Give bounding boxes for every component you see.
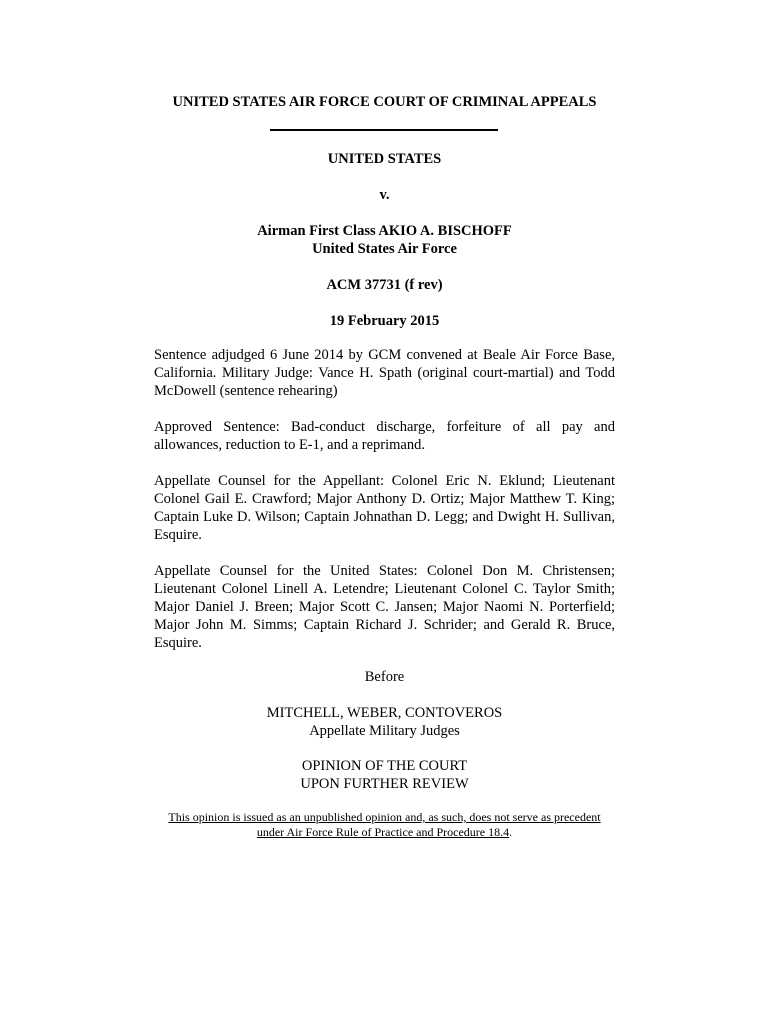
notice-period: . bbox=[509, 825, 513, 839]
unpublished-notice-line1 bbox=[154, 810, 615, 825]
versus: v. bbox=[379, 187, 390, 203]
panel-judges-title: Appellate Military Judges bbox=[309, 723, 460, 739]
court-title: UNITED STATES AIR FORCE COURT OF CRIMINAL APPEALS bbox=[172, 94, 597, 110]
notice-text-1: This opinion is issued as an unpublished opinion and, as such, does not serve as precedent bbox=[168, 810, 601, 824]
panel-judges: MITCHELL, WEBER, CONTOVEROS bbox=[266, 705, 503, 721]
appellant-counsel-paragraph: Appellate Counsel for the Appellant: Colonel Eric N. Eklund; Lieutenant Colonel Gail E. Crawford; Major Anthony D. Ortiz; Major Matthew T. King; Captain Luke D. Wilson; Captain Johnathan D. Legg; and Dwight H. Sullivan, Esquire. bbox=[154, 473, 615, 543]
decision-date: 19 February 2015 bbox=[329, 313, 440, 329]
party-one: UNITED STATES bbox=[327, 151, 442, 167]
unpublished-notice-line2 bbox=[154, 825, 615, 840]
appellant-name: Airman First Class AKIO A. BISCHOFF bbox=[257, 223, 512, 239]
docket-number: ACM 37731 (f rev) bbox=[326, 277, 443, 293]
government-counsel-paragraph: Appellate Counsel for the United States: Colonel Don M. Christensen; Lieutenant Colonel Linell A. Letendre; Lieutenant Colonel C. Taylor Smith; Major Daniel J. Breen; Major Scott C. Jansen; Major Naomi N. Porterfield; Major John M. Simms; Captain Richard J. Schrider; and Gerald R. Bruce, Esquire. bbox=[154, 563, 615, 651]
approved-sentence-paragraph: Approved Sentence: Bad-conduct discharge, forfeiture of all pay and allowances, reduction to E-1, and a reprimand. bbox=[154, 419, 615, 453]
opinion-heading-line1: OPINION OF THE COURT bbox=[301, 758, 468, 774]
opinion-heading-line2: UPON FURTHER REVIEW bbox=[300, 776, 469, 792]
sentence-adjudged-paragraph: Sentence adjudged 6 June 2014 by GCM convened at Beale Air Force Base, California. Military Judge: Vance H. Spath (original court-martial) and Todd McDowell (sentence rehearing) bbox=[154, 347, 615, 399]
appellant-service: United States Air Force bbox=[312, 241, 457, 257]
notice-text-2: under Air Force Rule of Practice and Procedure 18.4 bbox=[256, 825, 510, 839]
before-label: Before bbox=[364, 669, 405, 685]
title-divider bbox=[270, 129, 498, 131]
